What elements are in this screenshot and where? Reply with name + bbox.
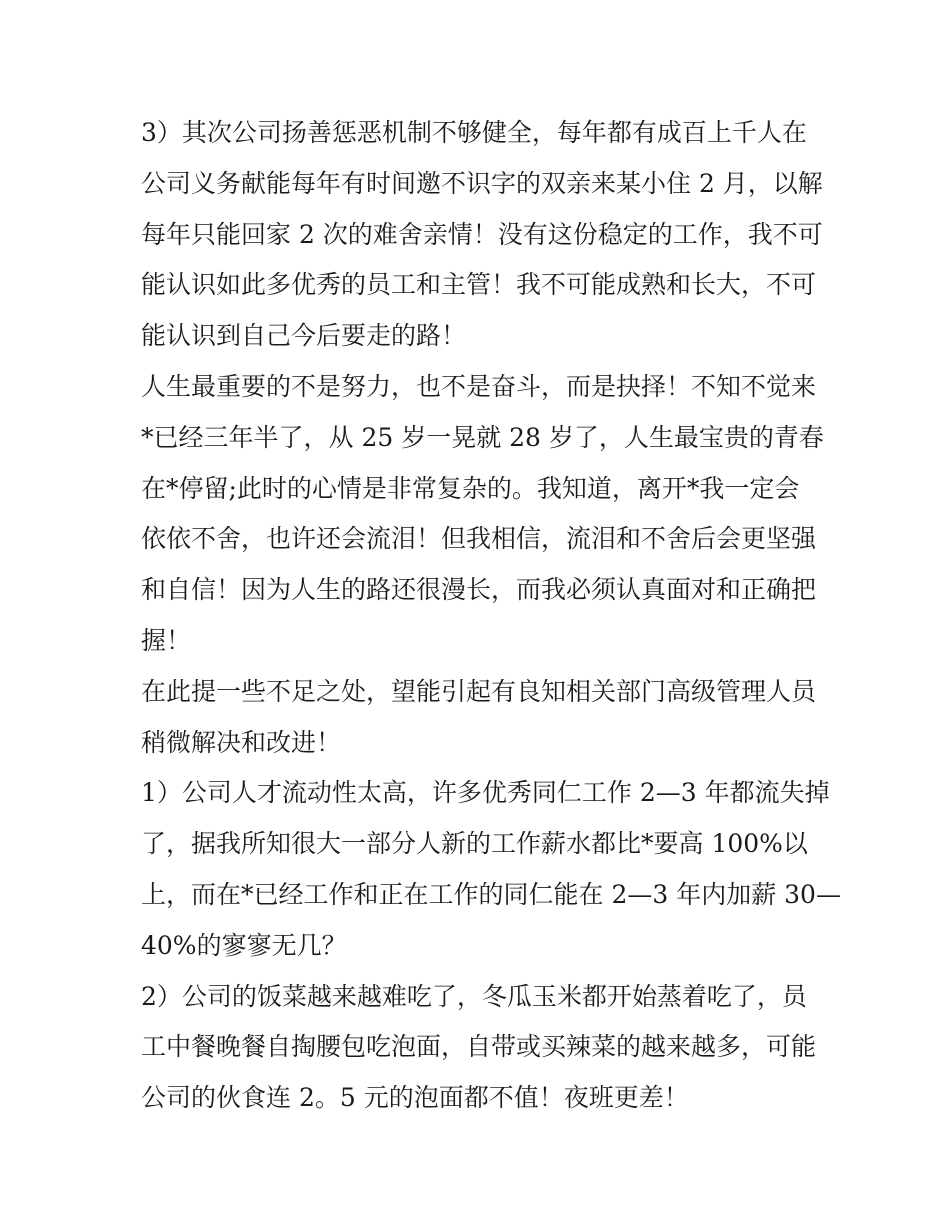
- text-line: 和自信！因为人生的路还很漫长，而我必须认真面对和正确把: [141, 575, 817, 605]
- text-line: 40%的寥寥无几？: [141, 930, 347, 960]
- text-line: 工中餐晚餐自掏腰包吃泡面，自带或买辣菜的越来越多，可能: [141, 1032, 817, 1062]
- text-line: 每年只能回家 2 次的难舍亲情！没有这份稳定的工作，我不可: [141, 219, 823, 249]
- text-line: 公司义务献能每年有时间邀不识字的双亲来某小住 2 月，以解: [141, 168, 823, 198]
- text-line: 在*停留;此时的心情是非常复杂的。我知道，离开*我一定会: [141, 473, 800, 503]
- text-line: *已经三年半了，从 25 岁一晃就 28 岁了，人生最宝贵的青春: [141, 422, 824, 452]
- text-line: 2）公司的饭菜越来越难吃了，冬瓜玉米都开始蒸着吃了，员: [141, 981, 807, 1011]
- text-line: 3）其次公司扬善惩恶机制不够健全，每年都有成百上千人在: [141, 118, 807, 147]
- text-line: 1）公司人才流动性太高，许多优秀同仁工作 2—3 年都流失掉: [141, 778, 830, 808]
- body-text: [141, 108, 841, 1124]
- text-line: 依依不舍，也许还会流泪！但我相信，流泪和不舍后会更坚强: [141, 524, 817, 554]
- text-line: 能认识如此多优秀的员工和主管！我不可能成熟和长大，不可: [141, 270, 817, 300]
- text-line: 人生最重要的不是努力，也不是奋斗，而是抉择！不知不觉来: [141, 371, 817, 401]
- text-line: 公司的伙食连 2。5 元的泡面都不值！夜班更差！: [141, 1083, 689, 1113]
- text-line: 在此提一些不足之处，望能引起有良知相关部门高级管理人员: [141, 676, 817, 706]
- text-line: 能认识到自己今后要走的路！: [141, 321, 467, 351]
- text-line: 上，而在*已经工作和正在工作的同仁能在 2—3 年内加薪 30—: [141, 879, 841, 909]
- text-line: 握！: [141, 625, 192, 655]
- text-line: 了，据我所知很大一部分人新的工作薪水都比*要高 100%以: [141, 829, 808, 859]
- text-line: 稍微解决和改进！: [141, 727, 342, 757]
